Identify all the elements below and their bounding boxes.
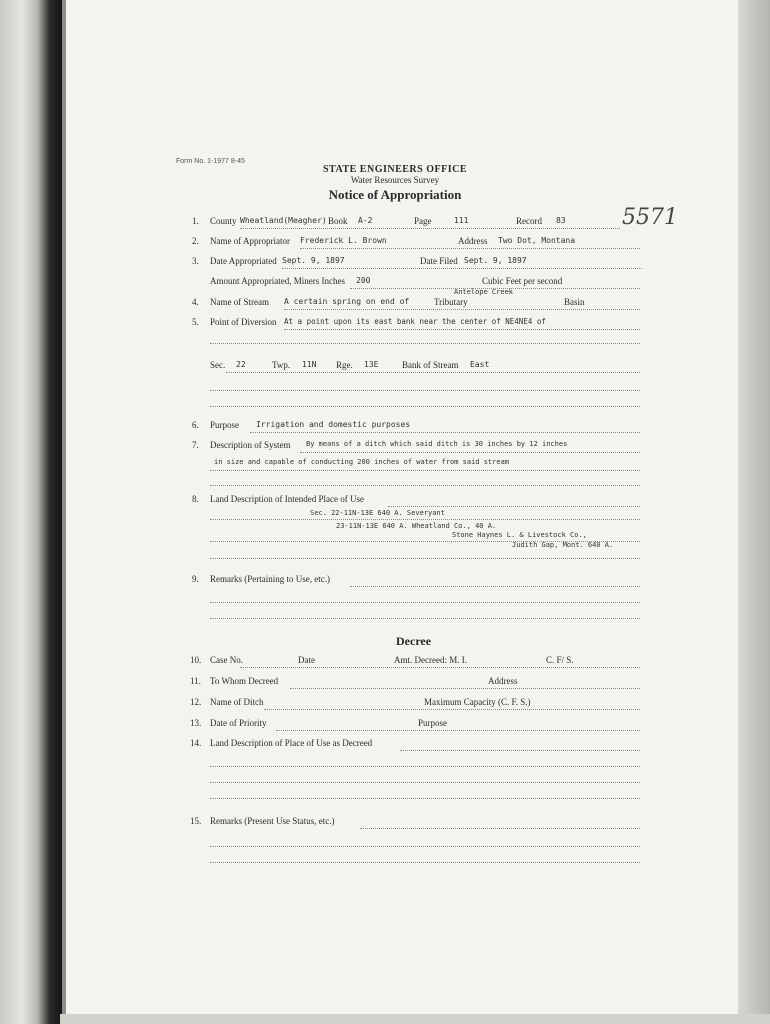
decree-remarks-label: Remarks (Present Use Status, etc.) [210,816,335,826]
blank-line [210,602,640,603]
row-underline [276,730,640,731]
row-underline [350,586,640,587]
scan-binding-edge [62,0,66,1024]
tributary-label: Tributary [434,297,468,307]
land-value-line-3: Stone Haynes L. & Livestock Co., [452,531,587,539]
blank-line [210,862,640,863]
county-value: Wheatland(Meagher) [240,216,327,225]
field-number: 13. [190,718,202,728]
form-header [290,164,500,203]
row-underline [360,828,640,829]
case-label: Case No. [210,655,243,665]
row-underline [290,688,640,689]
remarks-label: Remarks (Pertaining to Use, etc.) [210,574,330,584]
field-number: 7. [192,440,199,450]
blank-line [210,782,640,783]
date-appropriated-label: Date Appropriated [210,256,277,266]
field-number: 8. [192,494,199,504]
field-number: 15. [190,816,202,826]
scan-margin-right [738,0,770,1024]
field-number: 3. [192,256,199,266]
purpose-label: Purpose [210,420,239,430]
decree-date-label: Date [298,655,315,665]
blank-line [210,485,640,486]
amount-decreed-label: Amt. Decreed: M. I. [394,655,467,665]
rge-value: 13E [364,360,379,369]
field-number: 5. [192,317,199,327]
date-filed-value: Sept. 9, 1897 [464,256,527,265]
land-value-line-2: 23-11N-13E 640 A. Wheatland Co., 40 A. [336,522,497,530]
basin-label: Basin [564,297,585,307]
row-underline [284,309,640,310]
record-label: Record [516,216,542,226]
book-value: A-2 [358,216,373,225]
priority-label: Date of Priority [210,718,267,728]
stream-label: Name of Stream [210,297,269,307]
amount-value: 200 [356,276,371,285]
bank-value: East [470,360,490,369]
form-code: Form No. 1-1977 8-45 [176,158,245,165]
blank-line [210,846,640,847]
row-underline [240,667,640,668]
system-value-line-2: in size and capable of conducting 200 inches of water from said stream [214,458,510,466]
system-label: Description of System [210,440,291,450]
land-value-line-1: Sec. 22-11N-13E 640 A. Severyant [310,509,445,517]
scan-margin-bottom [60,1014,770,1024]
row-underline [388,506,640,507]
field-number: 12. [190,697,202,707]
page-value: 111 [454,216,469,225]
survey-name: Water Resources Survey [350,175,440,185]
row-underline [400,750,640,751]
office-name: STATE ENGINEERS OFFICE [323,164,467,175]
rge-label: Rge. [336,360,353,370]
handwritten-file-number: 5571 [622,205,678,230]
field-number: 14. [190,738,202,748]
diversion-label: Point of Diversion [210,317,277,327]
record-value: 83 [556,216,566,225]
tributary-note: Antelope Creek [454,288,514,296]
row-underline [282,268,642,269]
blank-line [210,618,640,619]
purpose-value: Irrigation and domestic purposes [256,420,411,429]
field-number: 10. [190,655,202,665]
appropriator-value: Frederick L. Brown [300,236,387,245]
row-underline [284,329,640,330]
row-underline [210,470,640,471]
field-number: 2. [192,236,199,246]
row-underline [240,228,620,229]
bank-label: Bank of Stream [402,360,459,370]
decree-cfs-label: C. F/ S. [546,655,574,665]
date-filed-label: Date Filed [420,256,458,266]
row-underline [226,372,640,373]
decree-address-label: Address [488,676,518,686]
diversion-value: At a point upon its east bank near the center of NE4NE4 of [284,317,546,326]
row-underline [300,452,640,453]
field-number: 1. [192,216,199,226]
blank-line [210,798,640,799]
field-number: 11. [190,676,201,686]
date-appropriated-value: Sept. 9, 1897 [282,256,345,265]
row-underline [210,519,640,520]
page-label: Page [414,216,432,226]
cfs-label: Cubic Feet per second [482,276,563,286]
blank-line [210,766,640,767]
land-label: Land Description of Intended Place of Use [210,494,364,504]
ditch-label: Name of Ditch [210,697,264,707]
blank-line [210,406,640,407]
scan-shadow-left [0,0,62,1024]
decree-title: Decree [396,634,432,648]
address-value: Two Dot, Montana [498,236,576,245]
blank-line [210,558,640,559]
form-title: Notice of Appropriation [328,187,462,202]
blank-line [210,390,640,391]
field-number: 9. [192,574,199,584]
twp-label: Twp. [272,360,291,370]
appropriator-label: Name of Appropriator [210,236,290,246]
field-number: 6. [192,420,199,430]
row-underline [250,432,640,433]
row-underline [264,709,640,710]
stream-value: A certain spring on end of [284,297,410,306]
amount-label: Amount Appropriated, Miners Inches [210,276,345,286]
sec-value: 22 [236,360,246,369]
county-label: County [210,216,237,226]
twp-value: 11N [302,360,317,369]
sec-label: Sec. [210,360,226,370]
field-number: 4. [192,297,199,307]
system-value-line-1: By means of a ditch which said ditch is 30 inches by 12 inches [306,440,568,448]
to-whom-label: To Whom Decreed [210,676,279,686]
land-value-line-4: Judith Gap, Mont. 640 A. [512,541,614,549]
blank-line [210,343,640,344]
decree-land-label: Land Description of Place of Use as Decreed [210,738,373,748]
row-underline [300,248,640,249]
address-label: Address [458,236,488,246]
decree-purpose-label: Purpose [418,718,447,728]
capacity-label: Maximum Capacity (C. F. S.) [424,697,531,707]
book-label: Book [328,216,348,226]
